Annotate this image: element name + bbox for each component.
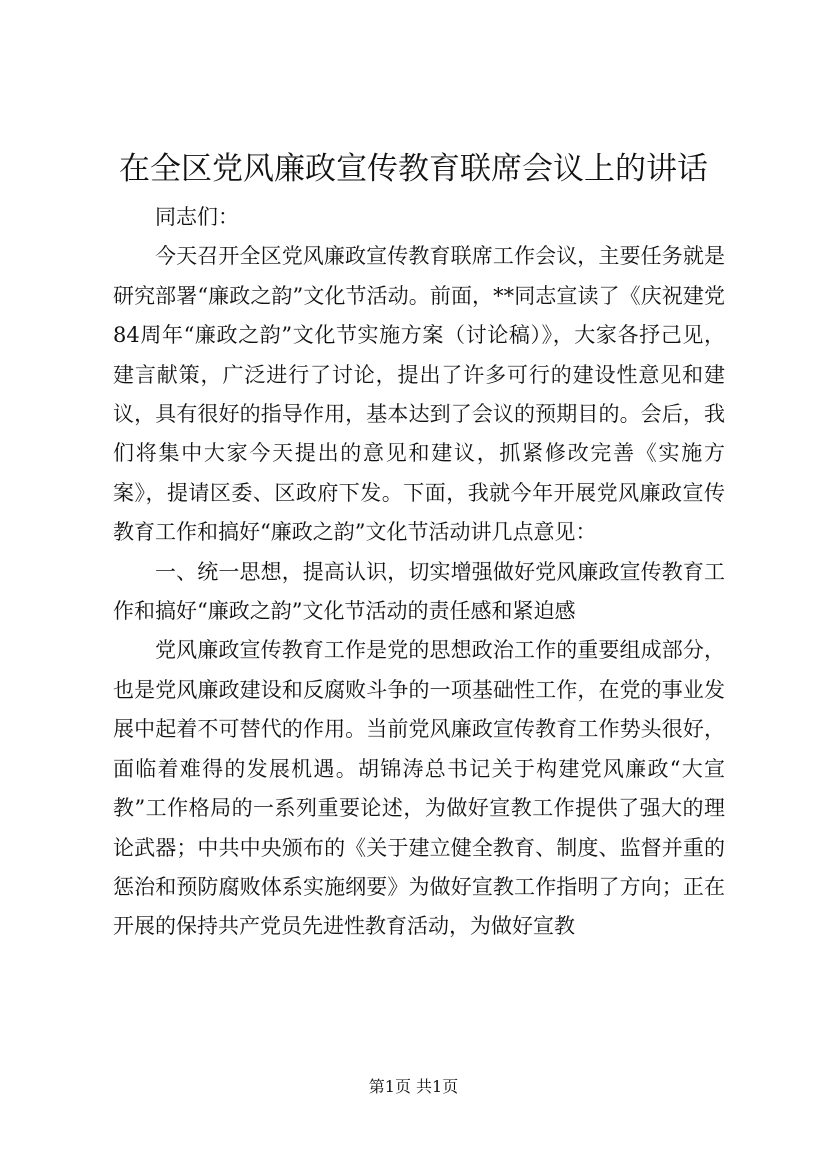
document-body	[113, 198, 725, 947]
body-paragraph: 党风廉政宣传教育工作是党的思想政治工作的重要组成部分，也是党风廉政建设和反腐败斗争的一项基础性工作，在党的事业发展中起着不可替代的作用。当前党风廉政宣传教育工作势头很好，面临着难得的发展机遇。胡锦涛总书记关于构建党风廉政“大宣教”工作格局的一系列重要论述，为做好宣教工作提供了强大的理论武器；中共中央颁布的《关于建立健全教育、制度、监督并重的惩治和预防腐败体系实施纲要》为做好宣教工作指明了方向；正在开展的保持共产党员先进性教育活动，为做好宣教	[113, 638, 725, 939]
page-footer: 第1页 共1页	[368, 1077, 459, 1096]
document-title: 在全区党风廉政宣传教育联席会议上的讲话	[119, 151, 708, 187]
section-heading: 一、统一思想，提高认识，切实增强做好党风廉政宣传教育工作和搞好“廉政之韵”文化节活动的责任感和紧迫感	[113, 559, 725, 624]
salutation-paragraph: 同志们：	[155, 205, 239, 229]
body-paragraph: 今天召开全区党风廉政宣传教育联席工作会议，主要任务就是研究部署“廉政之韵”文化节活动。前面，**同志宣读了《庆祝建党84周年“廉政之韵”文化节实施方案（讨论稿）》，大家各抒己见，建言献策，广泛进行了讨论，提出了许多可行的建设性意见和建议，具有很好的指导作用，基本达到了会议的预期目的。会后，我们将集中大家今天提出的意见和建议，抓紧修改完善《实施方案》，提请区委、区政府下发。下面，我就今年开展党风廉政宣传教育工作和搞好“廉政之韵”文化节活动讲几点意见：	[113, 244, 725, 545]
